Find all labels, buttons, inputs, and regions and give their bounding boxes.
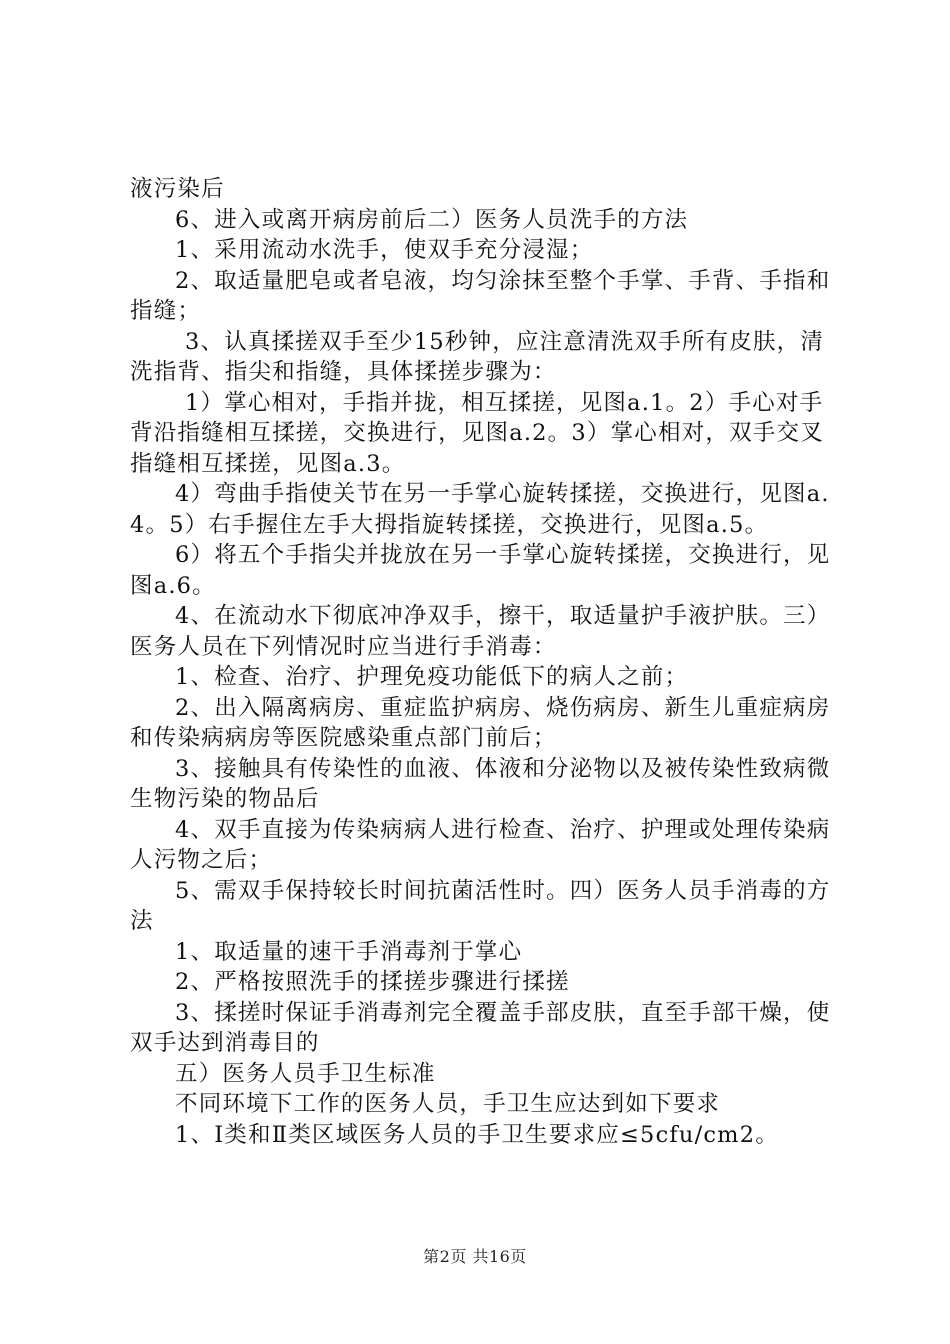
paragraph: 五）医务人员手卫生标准	[175, 1060, 436, 1087]
paragraph: 2、出入隔离病房、重症监护病房、烧伤病房、新生儿重症病房和传染病病房等医院感染重点部门前后；	[130, 694, 831, 751]
paragraph: 2、取适量肥皂或者皂液，均匀涂抹至整个手掌、手背、手指和指缝；	[130, 267, 831, 324]
paragraph: 1、采用流动水洗手，使双手充分浸湿；	[175, 237, 594, 263]
paragraph: 3、揉搓时保证手消毒剂完全覆盖手部皮肤，直至手部干燥，使双手达到消毒目的	[130, 999, 831, 1056]
paragraph: 4、双手直接为传染病病人进行检查、治疗、护理或处理传染病人污物之后；	[130, 816, 831, 873]
paragraph: 不同环境下工作的医务人员，手卫生应达到如下要求	[175, 1091, 721, 1117]
paragraph: 1、Ⅰ类和Ⅱ类区域医务人员的手卫生要求应≤5cfu/cm2。	[175, 1121, 779, 1148]
paragraph: 1）掌心相对，手指并拢，相互揉搓，见图a.1。2）手心对手背沿指缝相互揉搓，交换进行，见图a.2。3）掌心相对，双手交叉指缝相互揉搓，见图a.3。	[130, 389, 824, 477]
paragraph: 6、进入或离开病房前后二）医务人员洗手的方法	[175, 206, 689, 233]
paragraph: 3、认真揉搓双手至少15秒钟，应注意清洗双手所有皮肤，清洗指背、指尖和指缝，具体揉搓步骤为：	[130, 328, 825, 385]
paragraph: 2、严格按照洗手的揉搓步骤进行揉搓	[175, 969, 570, 995]
paragraph: 5、需双手保持较长时间抗菌活性时。四）医务人员手消毒的方法	[130, 877, 831, 934]
document-body	[130, 174, 835, 1150]
paragraph: 4、在流动水下彻底冲净双手，擦干，取适量护手液护肤。三）医务人员在下列情况时应当进行手消毒：	[130, 603, 831, 660]
paragraph: 4）弯曲手指使关节在另一手掌心旋转揉搓，交换进行，见图a.4。5）右手握住左手大拇指旋转揉搓，交换进行，见图a.5。	[130, 481, 830, 538]
paragraph: 1、取适量的速干手消毒剂于掌心	[175, 938, 523, 965]
paragraph: 1、检查、治疗、护理免疫功能低下的病人之前；	[175, 664, 689, 690]
page-footer: 第2页 共16页	[423, 1247, 527, 1266]
paragraph: 液污染后	[130, 176, 225, 202]
paragraph: 6）将五个手指尖并拢放在另一手掌心旋转揉搓，交换进行，见图a.6。	[130, 542, 831, 599]
paragraph: 3、接触具有传染性的血液、体液和分泌物以及被传染性致病微生物污染的物品后	[130, 755, 831, 812]
